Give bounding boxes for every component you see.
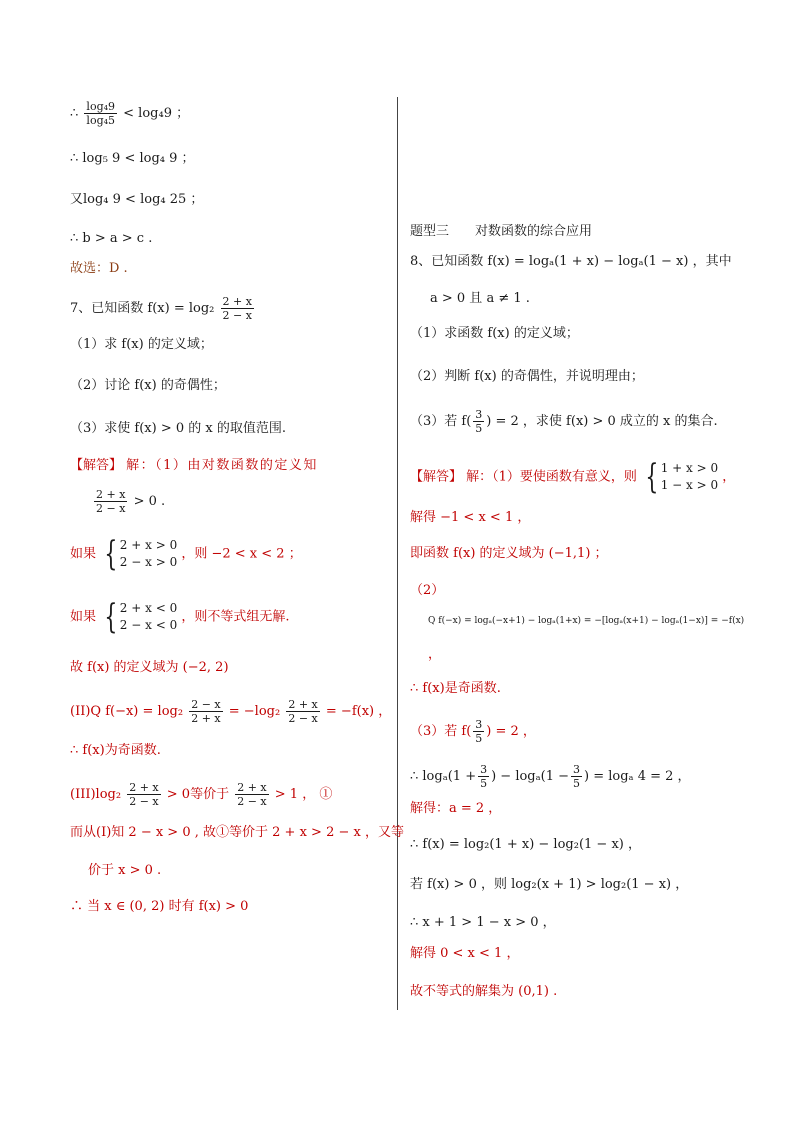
step-conclusion: ∴ b > a > c . <box>70 231 153 246</box>
solve-range-final: 解得 0 < x < 1 ， <box>410 946 520 961</box>
domain-result-8: 即函数 f(x) 的定义域为 (−1,1) ； <box>410 546 608 561</box>
comma: ， <box>428 647 442 662</box>
column-divider <box>397 97 398 1010</box>
fraction: $\frac{\text{log₄9}}{\text{log₄5}}$ <box>86 100 116 127</box>
parity-equation: (II)Q f(−x) = log₂ $\frac{2 - x}{2 + x}$ = −log₂ $\frac{2 + x}{2 - x}$ = −f(x) ， <box>70 698 392 725</box>
step-log-compare-2: 又log₄ 9 < log₄ 25 ； <box>70 192 204 207</box>
fraction: $\frac{2 - x}{2 + x}$ <box>191 698 221 725</box>
answer-tag: 【解答】 <box>70 458 123 473</box>
step-log-ratio: ∴ $\frac{\text{log₄9}}{\text{log₄5}}$ < log₄9 ； <box>70 100 190 127</box>
fraction: $\frac{3}{5}$ <box>475 408 483 435</box>
part-3-given: （3）若 f( $\frac{3}{5}$ ) = 2 ， <box>410 718 536 745</box>
question-7-part-2: （2）讨论 f(x) 的奇偶性； <box>70 378 226 393</box>
part-3-reasoning: 而从(I)知 2 − x > 0 , 故①等价于 2 + x > 2 − x ，又等 <box>70 825 404 840</box>
case-2: 如果 { 2 + x < 0 2 − x < 0 ，则不等式组无解. <box>70 597 290 637</box>
question-8-part-1: （1）求函数 f(x) 的定义域； <box>410 326 579 341</box>
step-log-compare-1: ∴ log₅ 9 < log₄ 9 ； <box>70 151 195 166</box>
circled-one-marker: ① <box>216 825 230 840</box>
answer-choice: 故选：D . <box>70 261 128 276</box>
fraction: $\frac{3}{5}$ <box>573 763 581 790</box>
fraction: $\frac{2 + x}{2 - x}$ <box>222 295 252 322</box>
fraction: $\frac{3}{5}$ <box>480 763 488 790</box>
question-7-stem: 7、已知函数 f(x) = log₂ $\frac{2 + x}{2 - x}$ <box>70 295 252 322</box>
question-7-part-1: （1）求 f(x) 的定义域； <box>70 337 213 352</box>
system-brace: { 2 + x < 0 2 − x < 0 <box>104 597 178 637</box>
system-brace: { 2 + x > 0 2 − x > 0 <box>104 534 178 574</box>
fraction: $\frac{2 + x}{2 - x}$ <box>288 698 318 725</box>
solve-a: 解得：a = 2 ， <box>410 801 502 816</box>
part-3-equivalence: (III)log₂ $\frac{2 + x}{2 - x}$ > 0等价于 $\frac{2 + x}{2 - x}$ > 1 ， ① <box>70 781 333 808</box>
fraction: $\frac{2 + x}{2 - x}$ <box>96 488 126 515</box>
inequality-chain: ∴ x + 1 > 1 − x > 0 ， <box>410 915 556 930</box>
question-7-part-3: （3）求使 f(x) > 0 的 x 的取值范围. <box>70 421 286 436</box>
fraction: $\frac{3}{5}$ <box>475 718 483 745</box>
part-3-reasoning-cont: 价于 x > 0 . <box>88 863 162 878</box>
system-brace: { 1 + x > 0 1 − x > 0 <box>645 457 719 497</box>
question-8-condition: a > 0 且 a ≠ 1 . <box>430 291 530 306</box>
fraction: $\frac{2 + x}{2 - x}$ <box>129 781 159 808</box>
domain-result: 故 f(x) 的定义域为 (−2, 2) <box>70 660 229 675</box>
inequality-condition: 若 f(x) > 0 ，则 log₂(x + 1) > log₂(1 − x) ， <box>410 877 689 892</box>
part-2-label: （2） <box>410 583 445 598</box>
part-3-final: ∴ 当 x ∈ (0, 2) 时有 f(x) > 0 <box>70 899 249 914</box>
fraction: $\frac{2 + x}{2 - x}$ <box>237 781 267 808</box>
answer-tag: 【解答】 <box>410 469 463 485</box>
function-expression: ∴ f(x) = log₂(1 + x) − log₂(1 − x) ， <box>410 837 641 852</box>
solution-8-heading: 【解答】 解：（1）要使函数有意义，则 { 1 + x > 0 1 − x > 0 ， <box>410 457 736 497</box>
case-1: 如果 { 2 + x > 0 2 − x > 0 ，则 −2 < x < 2 ； <box>70 534 302 574</box>
solve-range: 解得 −1 < x < 1 ， <box>410 510 531 525</box>
parity-conclusion-8: ∴ f(x)是奇函数. <box>410 681 501 696</box>
parity-equation-8: Q f(−x) = logₐ(−x+1) − logₐ(1+x) = −[logₐ(x+1) − logₐ(1−x)] = −f(x) <box>428 616 745 626</box>
solution-7-heading: 【解答】 解：（1）由对数函数的定义知 <box>70 458 318 473</box>
solution-set: 故不等式的解集为 (0,1) . <box>410 984 558 999</box>
domain-condition: $\frac{2 + x}{2 - x}$ > 0 . <box>96 488 166 515</box>
section-heading: 题型三 对数函数的综合应用 <box>410 224 593 239</box>
part-3-equation: ∴ logₐ(1 + $\frac{3}{5}$ ) − logₐ(1 − $\frac{3}{5}$ ) = logₐ 4 = 2 ， <box>410 763 691 790</box>
question-8-part-2: （2）判断 f(x) 的奇偶性，并说明理由； <box>410 369 644 384</box>
question-8-stem: 8、已知函数 f(x) = logₐ(1 + x) − logₐ(1 − x) ，其中 <box>410 254 732 269</box>
circled-one-marker: ① <box>319 787 333 802</box>
parity-conclusion: ∴ f(x)为奇函数. <box>70 743 161 758</box>
question-8-part-3: （3）若 f( $\frac{3}{5}$ ) = 2 ，求使 f(x) > 0 成立的 x 的集合. <box>410 408 718 435</box>
